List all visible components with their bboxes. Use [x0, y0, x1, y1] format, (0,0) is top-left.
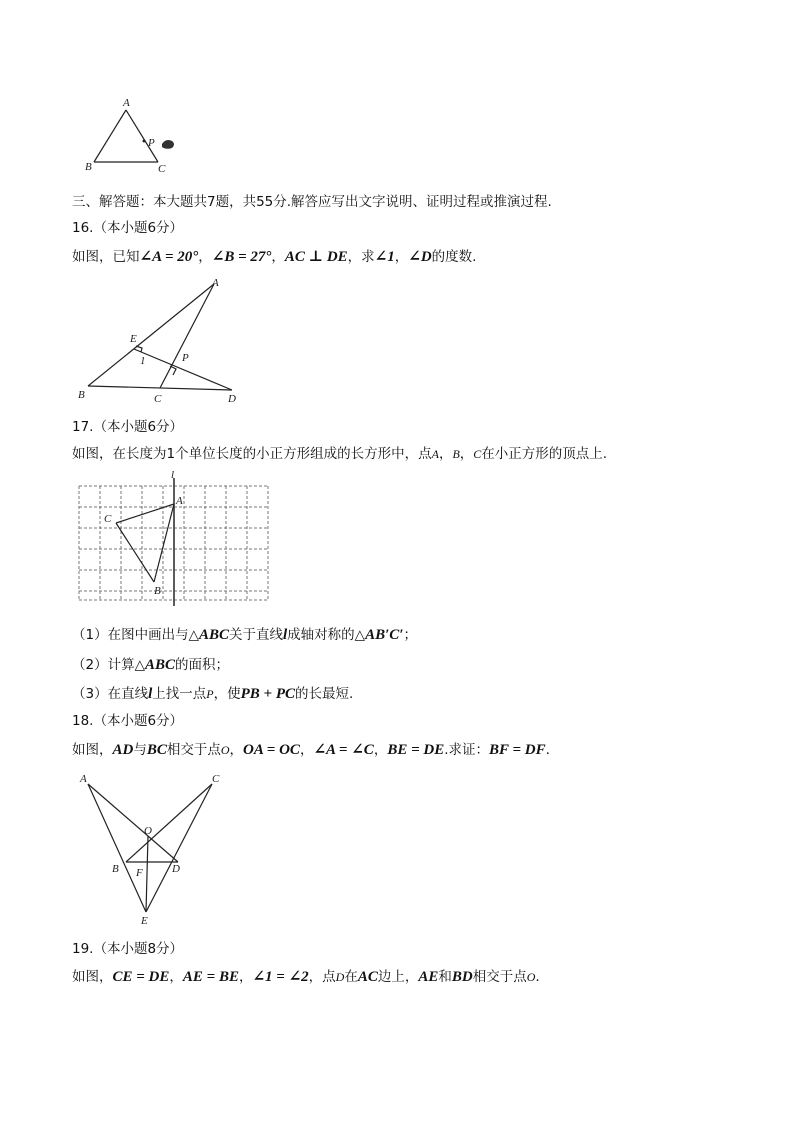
- q16-t2: ，求: [347, 249, 375, 265]
- q19-t6: 相交于点: [472, 969, 527, 985]
- q17-sub1-d: ；: [403, 627, 418, 643]
- q16-angle-a: ∠A = 20°: [139, 249, 199, 265]
- q19-sep1: ，: [169, 969, 183, 985]
- q17-sub1-b: 关于直线: [229, 627, 283, 643]
- label-a: A: [123, 97, 130, 109]
- q16-label-a: A: [212, 277, 219, 289]
- q16-sep2: ，: [271, 249, 285, 265]
- q17-t1: 如图，在长度为1个单位长度的小正方形组成的长方形中，点: [72, 446, 432, 462]
- q16-t3: 的度数.: [431, 249, 477, 265]
- label-p: P: [148, 137, 155, 149]
- q18-bc: BC: [146, 742, 167, 758]
- q16-angle-1: ∠1: [374, 249, 395, 265]
- q16-label-1: 1: [140, 355, 146, 367]
- q18-label-e: E: [141, 915, 148, 927]
- q16-label-p: P: [182, 352, 189, 364]
- figure-triangle-abp: [80, 96, 190, 176]
- q17-sub3-line: l: [148, 686, 153, 702]
- q16-angle-b: ∠B = 27°: [211, 249, 272, 265]
- q18-angles: ∠A = ∠C: [313, 742, 374, 758]
- q19-t3: 在: [344, 969, 358, 985]
- q17-sub3-c: ，使: [213, 686, 241, 702]
- q19-angles: ∠1 = ∠2: [252, 969, 309, 985]
- q17-point-c: C: [473, 447, 482, 461]
- q16-label-b: B: [78, 389, 85, 401]
- q17-sub2-a: （2）计算△: [72, 657, 145, 673]
- q16-sep1: ，: [198, 249, 212, 265]
- q18-t4: .求证：: [444, 742, 490, 758]
- q19-t7: .: [535, 969, 540, 985]
- q18-ad: AD: [112, 742, 134, 758]
- q17-sub2-b: 的面积；: [175, 657, 229, 673]
- q17-sep1: ，: [438, 446, 453, 462]
- q18-point-o: O: [220, 743, 230, 757]
- q18-sep2: ，: [299, 742, 314, 758]
- q19-t1: 如图，: [72, 969, 113, 985]
- q19-t2: ，点: [308, 969, 336, 985]
- figure-q16: [74, 278, 254, 408]
- q18-t5: .: [545, 742, 550, 758]
- q19-ce-de: CE = DE: [112, 969, 170, 985]
- q18-t2: 与: [133, 742, 147, 758]
- q19-text: [72, 968, 540, 986]
- q19-point-d: D: [335, 970, 345, 984]
- q19-ae-be: AE = BE: [182, 969, 239, 985]
- q16-label-c: C: [154, 393, 162, 405]
- q19-ae: AE: [418, 969, 439, 985]
- q18-label-d: D: [172, 863, 180, 875]
- q19-t5: 和: [438, 969, 452, 985]
- figure-q18: [74, 770, 234, 930]
- q17-sub1-image: AB′C′: [365, 627, 404, 643]
- q18-t3: 相交于点: [166, 742, 221, 758]
- q18-sep3: ，: [373, 742, 388, 758]
- q17-sub3-point: P: [206, 687, 214, 701]
- q17-point-a: A: [431, 447, 439, 461]
- q16-label-d: D: [228, 393, 236, 405]
- q17-sub2-triangle: ABC: [144, 657, 175, 673]
- label-c: C: [158, 163, 166, 175]
- q18-label-o: O: [144, 825, 152, 837]
- q17-label-l: l: [171, 469, 175, 481]
- q17-label-a: A: [176, 495, 183, 507]
- q19-heading: 19.（本小题8分）: [72, 941, 184, 957]
- q17-label-b: B: [154, 585, 161, 597]
- q18-label-f: F: [136, 867, 143, 879]
- figure-q17-grid: [74, 470, 274, 610]
- q18-bf-df: BF = DF: [489, 742, 546, 758]
- q17-heading: 17.（本小题6分）: [72, 419, 184, 435]
- q18-label-b: B: [112, 863, 119, 875]
- q16-text: [72, 248, 476, 266]
- q17-sub1-line: l: [283, 627, 288, 643]
- q17-sub3-b: 上找一点: [152, 686, 207, 702]
- q18-text: [72, 741, 550, 759]
- q17-sub1-triangle: ABC: [198, 627, 229, 643]
- q17-t2: 在小正方形的顶点上.: [481, 446, 608, 462]
- q17-sep2: ，: [459, 446, 474, 462]
- label-b: B: [85, 161, 92, 173]
- q18-oa-oc: OA = OC: [243, 742, 300, 758]
- q17-sub1: [72, 626, 417, 644]
- q18-heading: 18.（本小题6分）: [72, 713, 184, 729]
- q18-t1: 如图，: [72, 742, 113, 758]
- q17-sub2: [72, 656, 229, 674]
- q16-angle-d: ∠D: [408, 249, 432, 265]
- q18-sep1: ，: [229, 742, 244, 758]
- q19-bd: BD: [451, 969, 473, 985]
- q18-label-c: C: [212, 773, 220, 785]
- q16-sep3: ，: [394, 249, 409, 265]
- q19-ac: AC: [357, 969, 378, 985]
- section-three-title: 三、解答题：本大题共7题，共55分.解答应写出文字说明、证明过程或推演过程.: [72, 194, 552, 210]
- q17-sub3-d: 的长最短.: [295, 686, 354, 702]
- q17-sub3: [72, 685, 353, 703]
- q18-be-de: BE = DE: [387, 742, 445, 758]
- q16-label-e: E: [130, 333, 137, 345]
- q16-t1: 如图，已知: [72, 249, 140, 265]
- q17-label-c: C: [104, 513, 112, 525]
- q16-heading: 16.（本小题6分）: [72, 220, 184, 236]
- q18-label-a: A: [80, 773, 87, 785]
- q17-point-b: B: [452, 447, 460, 461]
- q17-sub3-a: （3）在直线: [72, 686, 149, 702]
- q19-t4: 边上，: [377, 969, 419, 985]
- q17-sub1-c: 成轴对称的△: [287, 627, 366, 643]
- q17-text: [72, 445, 607, 463]
- q19-point-o: O: [526, 970, 536, 984]
- q16-perpendicular: AC ⊥ DE: [284, 249, 348, 265]
- q19-sep2: ，: [238, 969, 253, 985]
- q17-sub3-sum: PB + PC: [240, 686, 295, 702]
- q17-sub1-a: （1）在图中画出与△: [72, 627, 199, 643]
